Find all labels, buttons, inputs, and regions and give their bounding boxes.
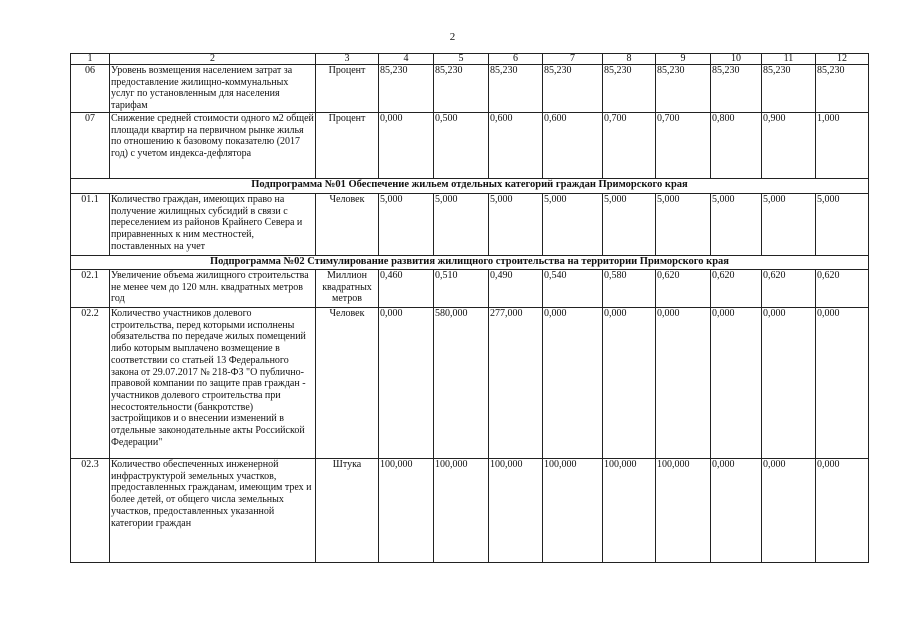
indicator-value: 0,620	[762, 270, 816, 308]
indicator-unit: Человек	[316, 194, 379, 256]
indicator-value: 0,000	[762, 459, 816, 563]
indicator-number: 06	[71, 65, 110, 113]
indicator-number: 01.1	[71, 194, 110, 256]
column-number-header: 11	[762, 54, 816, 65]
indicators-table	[70, 53, 869, 563]
indicator-value: 0,000	[762, 308, 816, 459]
indicator-unit: Процент	[316, 65, 379, 113]
indicator-number: 02.2	[71, 308, 110, 459]
column-number-header: 1	[71, 54, 110, 65]
indicator-description: Количество граждан, имеющих право на получение жилищных субсидий в связи с переселением из районов Крайнего Севера и приравненных к ним местностей, поставленных на учет	[110, 194, 316, 256]
table-row	[71, 270, 869, 308]
indicator-value: 0,460	[379, 270, 434, 308]
table-row	[71, 194, 869, 256]
indicator-value: 0,620	[656, 270, 711, 308]
indicator-value: 0,490	[489, 270, 543, 308]
indicator-value: 0,510	[434, 270, 489, 308]
indicator-value: 5,000	[379, 194, 434, 256]
indicator-value: 0,700	[603, 113, 656, 179]
column-number-header: 7	[543, 54, 603, 65]
indicator-value: 5,000	[489, 194, 543, 256]
column-number-header: 2	[110, 54, 316, 65]
indicator-value: 85,230	[543, 65, 603, 113]
indicator-value: 85,230	[379, 65, 434, 113]
indicator-description: Увеличение объема жилищного строительства не менее чем до 120 млн. квадратных метров год	[110, 270, 316, 308]
column-number-header: 5	[434, 54, 489, 65]
indicator-number: 07	[71, 113, 110, 179]
subprogram-title: Подпрограмма №02 Стимулирование развития жилищного строительства на территории Приморского края	[71, 256, 869, 270]
table-row	[71, 113, 869, 179]
indicator-value: 5,000	[603, 194, 656, 256]
indicator-value: 85,230	[603, 65, 656, 113]
indicator-value: 85,230	[816, 65, 869, 113]
indicator-unit: Штука	[316, 459, 379, 563]
indicator-value: 85,230	[711, 65, 762, 113]
indicator-value: 5,000	[543, 194, 603, 256]
table-body	[71, 54, 869, 563]
column-number-header: 9	[656, 54, 711, 65]
indicator-value: 0,540	[543, 270, 603, 308]
indicator-value: 0,000	[543, 308, 603, 459]
indicator-value: 85,230	[489, 65, 543, 113]
indicator-value: 0,620	[711, 270, 762, 308]
indicator-value: 100,000	[489, 459, 543, 563]
indicator-value: 0,600	[489, 113, 543, 179]
indicator-value: 100,000	[434, 459, 489, 563]
indicator-number: 02.3	[71, 459, 110, 563]
indicator-value: 0,500	[434, 113, 489, 179]
table-row	[71, 308, 869, 459]
subprogram-row	[71, 256, 869, 270]
indicator-value: 0,000	[656, 308, 711, 459]
indicator-value: 0,800	[711, 113, 762, 179]
indicator-number: 02.1	[71, 270, 110, 308]
indicator-value: 85,230	[434, 65, 489, 113]
indicator-description: Снижение средней стоимости одного м2 общей площади квартир на первичном рынке жилья по отношению к базовому показателю (2017 год) с учетом индекса-дефлятора	[110, 113, 316, 179]
indicator-value: 85,230	[762, 65, 816, 113]
indicator-description: Количество участников долевого строительства, перед которыми исполнены обязательства по передаче жилых помещений либо которым выплачено возмещение в соответствии со статьей 13 Федерального закона от 29.07.2017 № 218-ФЗ "О публично-правовой компании по защите прав граждан - участников долевого строительства при несостоятельности (банкротстве) застройщиков и о внесении изменений в отдельные законодательные акты Российской Федерации"	[110, 308, 316, 459]
indicator-value: 100,000	[656, 459, 711, 563]
indicator-value: 5,000	[656, 194, 711, 256]
indicator-value: 0,000	[816, 459, 869, 563]
column-number-header: 12	[816, 54, 869, 65]
indicator-value: 5,000	[816, 194, 869, 256]
indicator-unit: Процент	[316, 113, 379, 179]
column-number-header: 8	[603, 54, 656, 65]
indicator-description: Количество обеспеченных инженерной инфраструктурой земельных участков, предоставленных гражданам, имеющим трех и более детей, от общего числа земельных участков, предоставленных указанной категории граждан	[110, 459, 316, 563]
indicator-value: 0,000	[603, 308, 656, 459]
indicator-value: 0,000	[711, 308, 762, 459]
subprogram-row	[71, 179, 869, 194]
table-row	[71, 459, 869, 563]
table-header-row	[71, 54, 869, 65]
indicator-value: 85,230	[656, 65, 711, 113]
indicator-value: 100,000	[543, 459, 603, 563]
indicator-unit: Миллион квадратных метров	[316, 270, 379, 308]
indicator-value: 100,000	[603, 459, 656, 563]
table-row	[71, 65, 869, 113]
subprogram-title: Подпрограмма №01 Обеспечение жильем отдельных категорий граждан Приморского края	[71, 179, 869, 194]
column-number-header: 10	[711, 54, 762, 65]
indicator-value: 580,000	[434, 308, 489, 459]
indicator-value: 0,600	[543, 113, 603, 179]
indicator-value: 0,000	[816, 308, 869, 459]
page-number: 2	[449, 31, 456, 43]
indicator-value: 0,000	[379, 308, 434, 459]
indicator-description: Уровень возмещения населением затрат за предоставление жилищно-коммунальных услуг по установленным для населения тарифам	[110, 65, 316, 113]
column-number-header: 3	[316, 54, 379, 65]
indicator-value: 100,000	[379, 459, 434, 563]
column-number-header: 4	[379, 54, 434, 65]
indicator-value: 277,000	[489, 308, 543, 459]
indicator-value: 0,620	[816, 270, 869, 308]
indicator-value: 0,900	[762, 113, 816, 179]
indicator-value: 5,000	[434, 194, 489, 256]
indicator-value: 0,000	[379, 113, 434, 179]
indicator-value: 0,700	[656, 113, 711, 179]
indicator-value: 1,000	[816, 113, 869, 179]
indicator-value: 0,580	[603, 270, 656, 308]
indicator-unit: Человек	[316, 308, 379, 459]
indicator-value: 5,000	[711, 194, 762, 256]
indicator-value: 0,000	[711, 459, 762, 563]
column-number-header: 6	[489, 54, 543, 65]
indicator-value: 5,000	[762, 194, 816, 256]
